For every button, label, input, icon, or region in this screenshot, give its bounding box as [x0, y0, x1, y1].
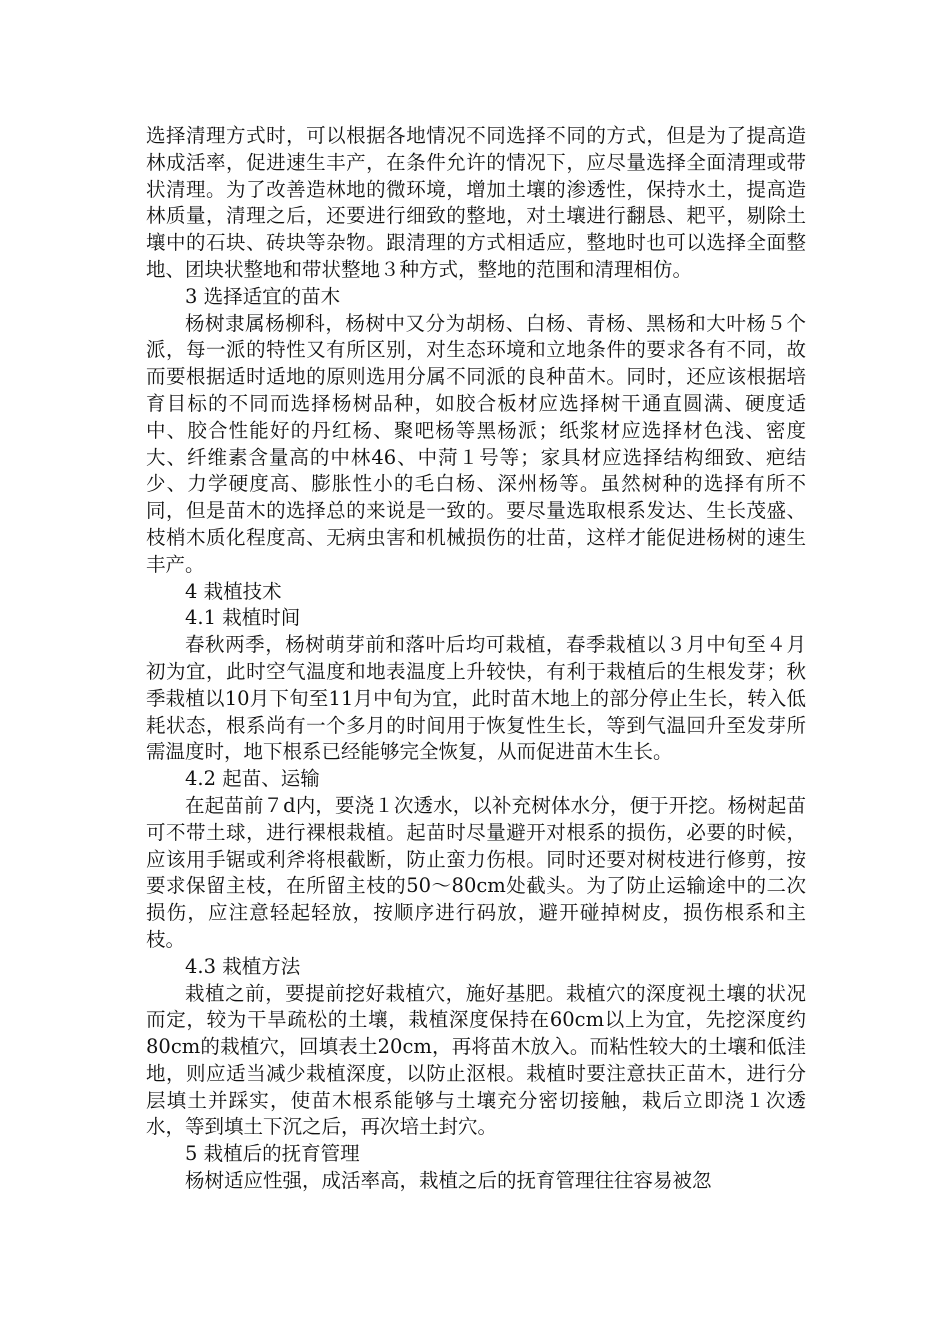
subsection-heading-4-2: 4.2 起苗、运输 [185, 767, 320, 791]
subsection-heading-4-3: 4.3 栽植方法 [185, 954, 301, 978]
paragraph-site-clearing: 选择清理方式时，可以根据各地情况不同选择不同的方式，但是为了提高造林成活率，促进速生丰产，在条件允许的情况下，应尽量选择全面清理或带状清理。为了改善造林地的微环境，增加土壤的渗透性，保持水土，提高造林质量，清理之后，还要进行细致的整地，对土壤进行翻恳、耙平，剔除土壤中的石块、砖块等杂物。跟清理的方式相适应，整地时也可以选择全面整地、团块状整地和带状整地３种方式，整地的范围和清理相仿。 [146, 124, 806, 281]
paragraph-planting-time: 春秋两季，杨树萌芽前和落叶后均可栽植，春季栽植以３月中旬至４月初为宜，此时空气温度和地表温度上升较快，有利于栽植后的生根发芽；秋季栽植以10月下旬至11月中旬为宜，此时苗木地上的部分停止生长，转入低耗状态，根系尚有一个多月的时间用于恢复性生长，等到气温回升至发芽所需温度时，地下根系已经能够完全恢复，从而促进苗木生长。 [146, 633, 806, 764]
paragraph-seedling-selection: 杨树隶属杨柳科，杨树中又分为胡杨、白杨、青杨、黑杨和大叶杨５个派，每一派的特性又有所区别，对生态环境和立地条件的要求各有不同，故而要根据适时适地的原则选用分属不同派的良种苗木。同时，还应该根据培育目标的不同而选择杨树品种，如胶合板材应选择树干通直圆满、硬度适中、胶合性能好的丹红杨、聚吧杨等黑杨派；纸浆材应选择材色浅、密度大、纤维素含量高的中林46、中菏１号等；家具材应选择结构细致、疤结少、力学硬度高、膨胀性小的毛白杨、深州杨等。虽然树种的选择有所不同，但是苗木的选择总的来说是一致的。要尽量选取根系发达、生长茂盛、枝梢木质化程度高、无病虫害和机械损伤的壮苗，这样才能促进杨树的速生丰产。 [146, 311, 806, 576]
paragraph-lifting-transport: 在起苗前７d内，要浇１次透水，以补充树体水分，便于开挖。杨树起苗可不带土球，进行裸根栽植。起苗时尽量避开对根系的损伤，必要的时候，应该用手锯或利斧将根截断，防止蛮力伤根。同时还要对树枝进行修剪，按要求保留主枝，在所留主枝的50～80cm处截头。为了防止运输途中的二次损伤，应注意轻起轻放，按顺序进行码放，避开碰掉树皮，损伤根系和主枝。 [146, 793, 806, 951]
section-heading-5: 5 栽植后的抚育管理 [185, 1142, 360, 1166]
subsection-heading-4-1: 4.1 栽植时间 [185, 606, 301, 630]
paragraph-planting-method: 栽植之前，要提前挖好栽植穴，施好基肥。栽植穴的深度视土壤的状况而定，较为干旱疏松的土壤，栽植深度保持在60cm以上为宜，先挖深度约80cm的栽植穴，回填表土20cm，再将苗木放入。而粘性较大的土壤和低洼地，则应适当减少栽植深度，以防止沤根。栽植时要注意扶正苗木，进行分层填土并踩实，使苗木根系能够与土壤充分密切接触，栽后立即浇１次透水，等到填土下沉之后，再次培土封穴。 [146, 981, 806, 1139]
section-heading-3: 3 选择适宜的苗木 [185, 284, 341, 308]
section-heading-4: 4 栽植技术 [185, 579, 282, 603]
paragraph-aftercare: 杨树适应性强，成活率高，栽植之后的抚育管理往往容易被忽 [185, 1169, 712, 1193]
document-page [146, 123, 806, 1195]
